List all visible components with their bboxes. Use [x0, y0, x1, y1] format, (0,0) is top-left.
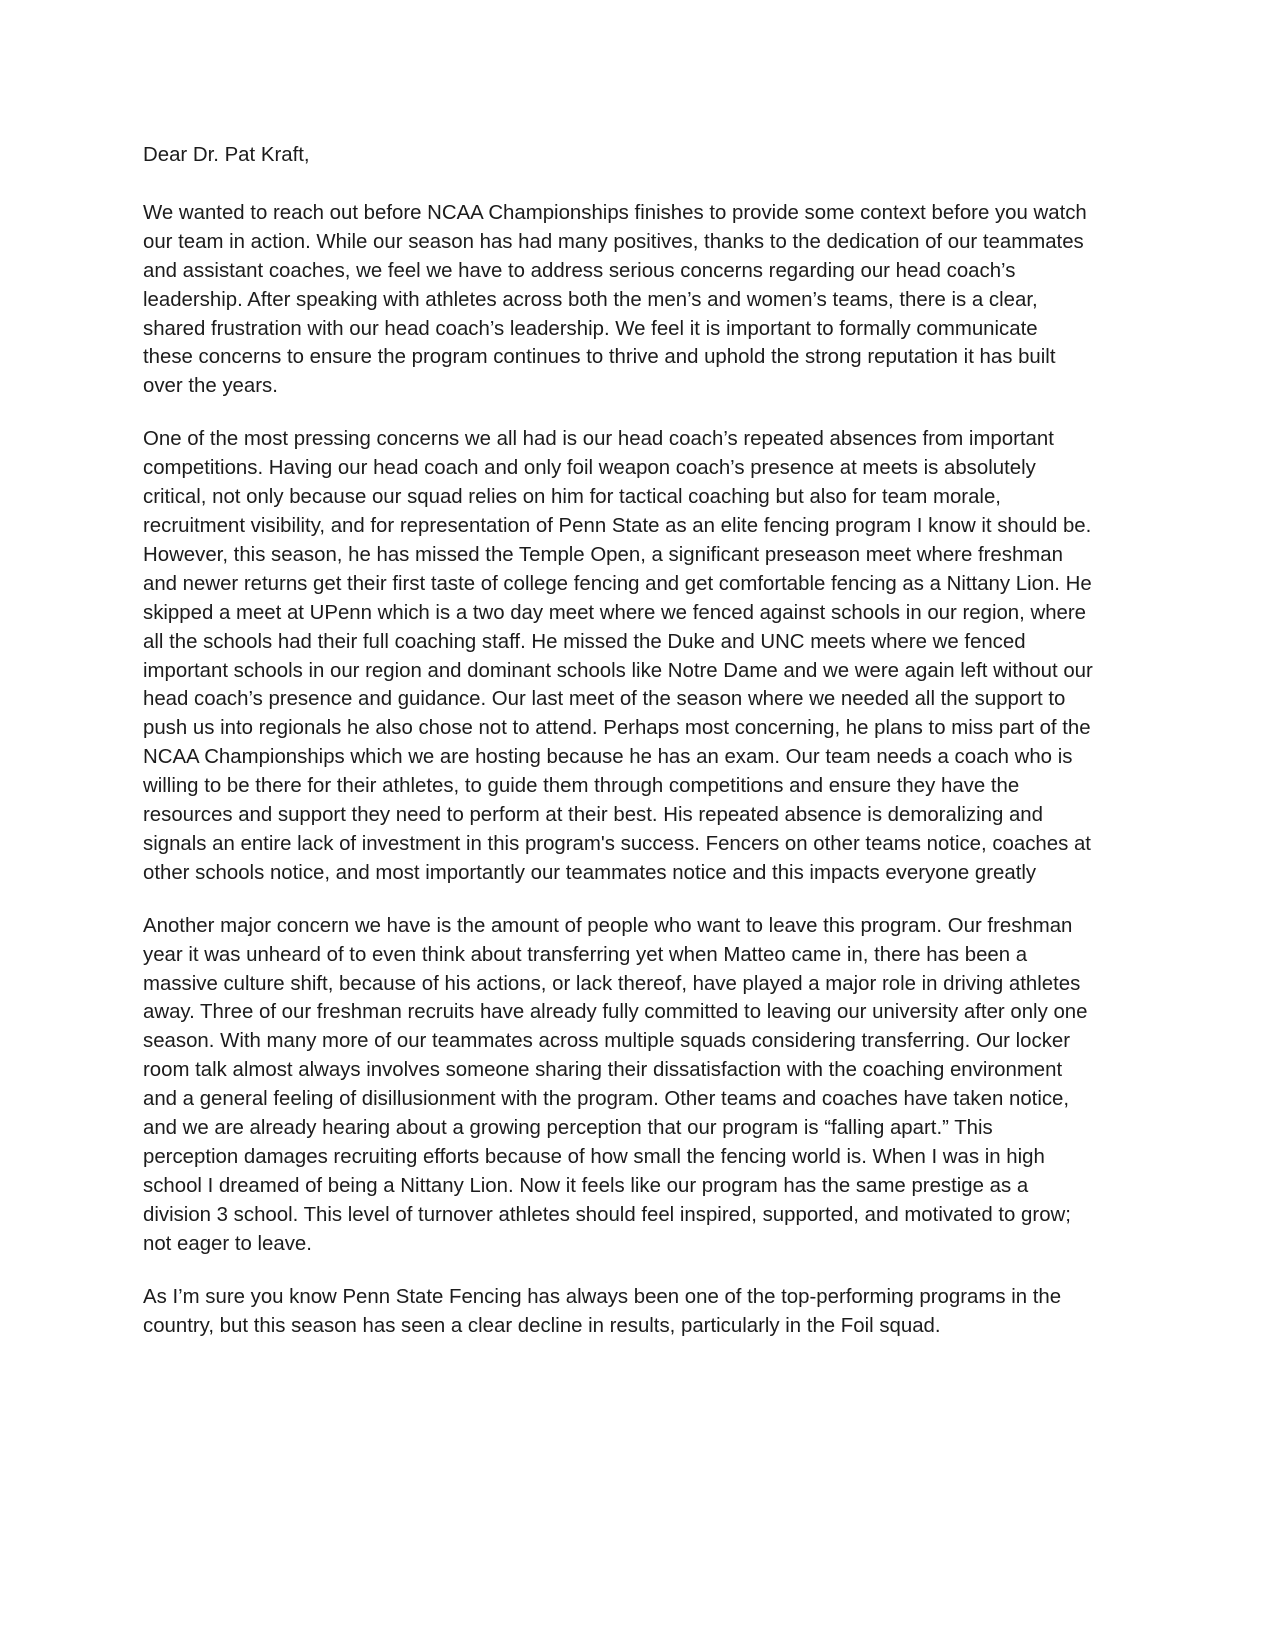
paragraph-transfers: Another major concern we have is the amount of people who want to leave this program. Our freshman year it was unheard of to even think about transferring yet when Matteo came in, there has been a massive culture shift, because of his actions, or lack thereof, have played a major role in driving athletes away. Three of our freshman recruits have already fully committed to leaving our university after only one season. With many more of our teammates across multiple squads considering transferring. Our locker room talk almost always involves someone sharing their dissatisfaction with the coaching environment and a general feeling of disillusionment with the program. Other teams and coaches have taken notice, and we are already hearing about a growing perception that our program is “falling apart.” This perception damages recruiting efforts because of how small the fencing world is. When I was in high school I dreamed of being a Nittany Lion. Now it feels like our program has the same prestige as a division 3 school. This level of turnover athletes should feel inspired, supported, and motivated to grow; not eager to leave.	[143, 914, 1088, 1255]
salutation: Dear Dr. Pat Kraft,	[143, 144, 310, 166]
paragraph-results: As I’m sure you know Penn State Fencing has always been one of the top-performing programs in the country, but this season has seen a clear decline in results, particularly in the Foil squad.	[143, 1285, 1062, 1337]
letter-body	[143, 141, 1093, 1364]
paragraph-intro: We wanted to reach out before NCAA Championships finishes to provide some context before you watch our team in action. While our season has had many positives, thanks to the dedication of our teammates and assistant coaches, we feel we have to address serious concerns regarding our head coach’s leadership. After speaking with athletes across both the men’s and women’s teams, there is a clear, shared frustration with our head coach’s leadership. We feel it is important to formally communicate these concerns to ensure the program continues to thrive and uphold the strong reputation it has built over the years.	[143, 201, 1087, 398]
paragraph-absences: One of the most pressing concerns we all had is our head coach’s repeated absences from important competitions. Having our head coach and only foil weapon coach’s presence at meets is absolutely critical, not only because our squad relies on him for tactical coaching but also for team morale, recruitment visibility, and for representation of Penn State as an elite fencing program I know it should be. However, this season, he has missed the Temple Open, a significant preseason meet where freshman and newer returns get their first taste of college fencing and get comfortable fencing as a Nittany Lion. He skipped a meet at UPenn which is a two day meet where we fenced against schools in our region, where all the schools had their full coaching staff. He missed the Duke and UNC meets where we fenced important schools in our region and dominant schools like Notre Dame and we were again left without our head coach’s presence and guidance. Our last meet of the season where we needed all the support to push us into regionals he also chose not to attend. Perhaps most concerning, he plans to miss part of the NCAA Championships which we are hosting because he has an exam. Our team needs a coach who is willing to be there for their athletes, to guide them through competitions and ensure they have the resources and support they need to perform at their best. His repeated absence is demoralizing and signals an entire lack of investment in this program's success. Fencers on other teams notice, coaches at other schools notice, and most importantly our teammates notice and this impacts everyone greatly	[143, 428, 1093, 884]
